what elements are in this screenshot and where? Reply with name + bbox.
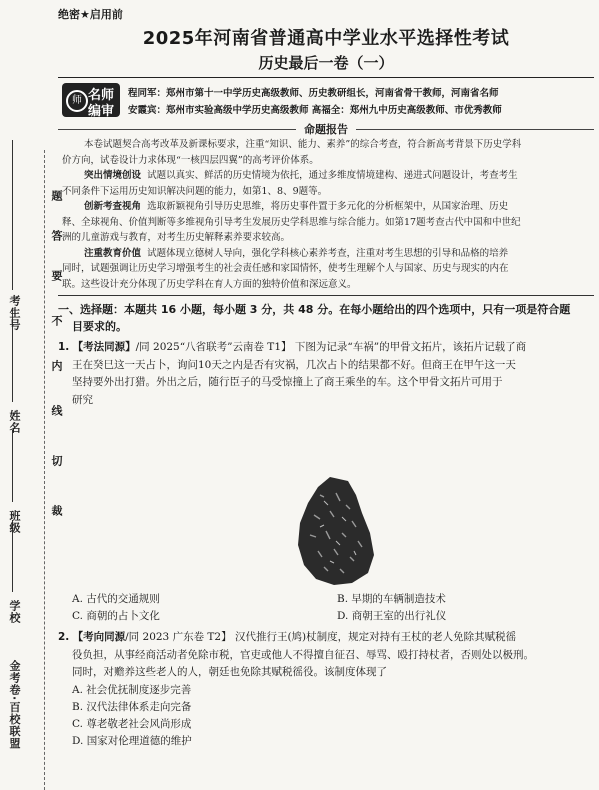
report-label: 突出情境创设 (84, 170, 142, 181)
class-label: 班级 (8, 510, 21, 534)
seal-line (44, 150, 45, 790)
seal-char: 题 (50, 190, 63, 201)
report-line (62, 246, 594, 262)
option-b[interactable]: B. 汉代法律体系走向完备 (72, 700, 192, 713)
section-line-2: 目要求的。 (72, 320, 127, 333)
report-divider (58, 295, 594, 296)
editor-badge (62, 83, 120, 117)
question-1-line-1 (58, 339, 594, 357)
report-line (62, 199, 594, 215)
report-line: 洲的儿童游戏与教育，对考生历史解释素养要求较高。 (62, 232, 291, 243)
name-label: 姓名 (8, 410, 21, 434)
oracle-bone-rubbing-svg (290, 475, 380, 587)
option-a[interactable]: A. 社会优抚制度逐步完善 (72, 683, 192, 696)
report-line: 不同条件下运用历史知识解决问题的能力，如第1、8、9题等。 (62, 185, 328, 197)
report-line: 释、全球视角、价值判断等多维视角引导考生发展历史学科思维与综合能力。如第17题考查古代中国和中世纪 (62, 216, 521, 228)
question-text: 下图为记录“车祸”的甲骨文拓片，该拓片记载了商 (294, 341, 527, 353)
main-content (58, 6, 594, 750)
question-2 (58, 629, 594, 682)
report-heading-bar (58, 121, 594, 137)
question-1-options (58, 591, 594, 625)
question-2-options (58, 682, 594, 750)
option-d[interactable]: D. 国家对伦理道德的维护 (72, 734, 192, 747)
seal-char: 答 (50, 230, 63, 241)
binding-margin (0, 130, 50, 790)
question-2-line-2: 役负担，从事经商活动者免除市税，官吏或他人不得擅自征召、辱骂、殴打持杖者，否则处以极刑。 (72, 648, 534, 661)
seal-char: 线 (50, 405, 63, 416)
report-text: 试题体现立德树人导向，强化学科核心素养考查，注重对考生思想的引导和品格的培养 (147, 247, 509, 259)
exam-number-label: 考生号 (8, 295, 21, 331)
editor-line-1: 程同军：郑州市第十一中学历史高级教师、历史教研组长，河南省骨干教师，河南省名师 (128, 88, 499, 99)
question-number: 2. (58, 631, 70, 643)
school-label: 学校 (8, 600, 21, 624)
exam-number-blank (12, 140, 13, 290)
badge-top-text: 名师 (88, 88, 115, 103)
alliance-label: 金考卷·百校联盟 (8, 660, 21, 750)
report-line: 价方向，试卷设计力求体现“一核四层四翼”的高考评价体系。 (62, 154, 319, 166)
seal-char: 不 (50, 315, 63, 326)
teacher-icon: 师 (66, 90, 88, 112)
report-label: 注重教育价值 (84, 247, 142, 259)
question-source: /同 2025“八省联考”云南卷 T1】 (135, 341, 292, 353)
report-line (62, 168, 594, 184)
editors-panel (58, 81, 594, 119)
editor-line-2: 安霞宾：郑州市实验高级中学历史高级教师 高福全：郑州九中历史高级教师、市优秀教师 (128, 105, 502, 116)
question-1-line-2: 王在癸巳这一天占卜，询问10天之内是否有灾祸，几次占卜的结果都不好。但商王在甲午这一天 (72, 358, 516, 371)
seal-char: 切 (50, 455, 63, 466)
secret-label: 绝密★启用前 (58, 8, 123, 21)
question-number: 1. (58, 341, 70, 353)
report-line: 本卷试题契合高考改革及新课标要求，注重“知识、能力、素养”的综合考查，符合新高考背景下历史学科 (84, 139, 522, 150)
class-blank (12, 430, 13, 502)
seal-char: 裁 (50, 505, 63, 516)
report-text: 选取新颖视角引导历史思维，将历史事件置于多元化的分析框架中，从国家治理、历史 (147, 201, 509, 212)
title-divider (58, 77, 594, 78)
option-d[interactable]: D. 商朝王室的出行礼仪 (337, 610, 447, 622)
option-c[interactable]: C. 尊老敬老社会风尚形成 (72, 717, 192, 730)
report-heading: 命题报告 (296, 121, 356, 137)
option-b[interactable]: B. 早期的车辆制造技术 (337, 593, 446, 605)
question-tag: 【考向同源 (72, 631, 126, 643)
question-tag: 【考法同源】 (72, 341, 136, 353)
report-line: 同时，试题强调让历史学习增强考生的社会责任感和家国情怀，使考生理解个人与国家、历史与现实的内在 (62, 263, 509, 274)
question-2-line-3: 同时，对赡养这些老人的人，朝廷也免除其赋税徭役。该制度体现了 (72, 666, 387, 678)
question-text: 汉代推行王(鸠)杖制度，规定对持有王杖的老人免除其赋税徭 (234, 631, 517, 643)
question-1-line-3: 坚持要外出打猎。外出之后，随行臣子的马受惊撞上了商王乘坐的车。这个甲骨文拓片可用于 (72, 376, 503, 388)
seal-char: 要 (50, 270, 63, 281)
report-line: 联。这些设计充分体现了历史学科在育人方面的独特价值和深远意义。 (62, 278, 357, 290)
question-2-line-1 (58, 629, 594, 647)
report-label: 创新考查视角 (84, 201, 142, 212)
seal-char: 内 (50, 360, 63, 371)
oracle-bone-rubbing-image (290, 475, 380, 587)
report-body (58, 137, 594, 292)
option-c[interactable]: C. 商朝的占卜文化 (72, 610, 160, 622)
exam-title: 2025年河南省普通高中学业水平选择性考试 (142, 28, 510, 49)
badge-bottom-text: 编审 (88, 104, 115, 119)
section-instructions (58, 301, 594, 335)
question-1 (58, 339, 594, 409)
report-text: 试题以真实、鲜活的历史情境为依托，通过多维度情境建构、递进式问题设计，考查考生 (147, 170, 518, 181)
question-1-line-4: 研究 (72, 393, 93, 406)
option-a[interactable]: A. 古代的交通规则 (72, 593, 160, 605)
exam-subtitle: 历史最后一卷（一） (258, 54, 394, 72)
section-line-1: 一、选择题：本题共 16 小题，每小题 3 分，共 48 分。在每小题给出的四个选项中，只有一项是符合题 (58, 303, 571, 316)
question-source: /同 2023 广东卷 T2】 (125, 631, 232, 643)
